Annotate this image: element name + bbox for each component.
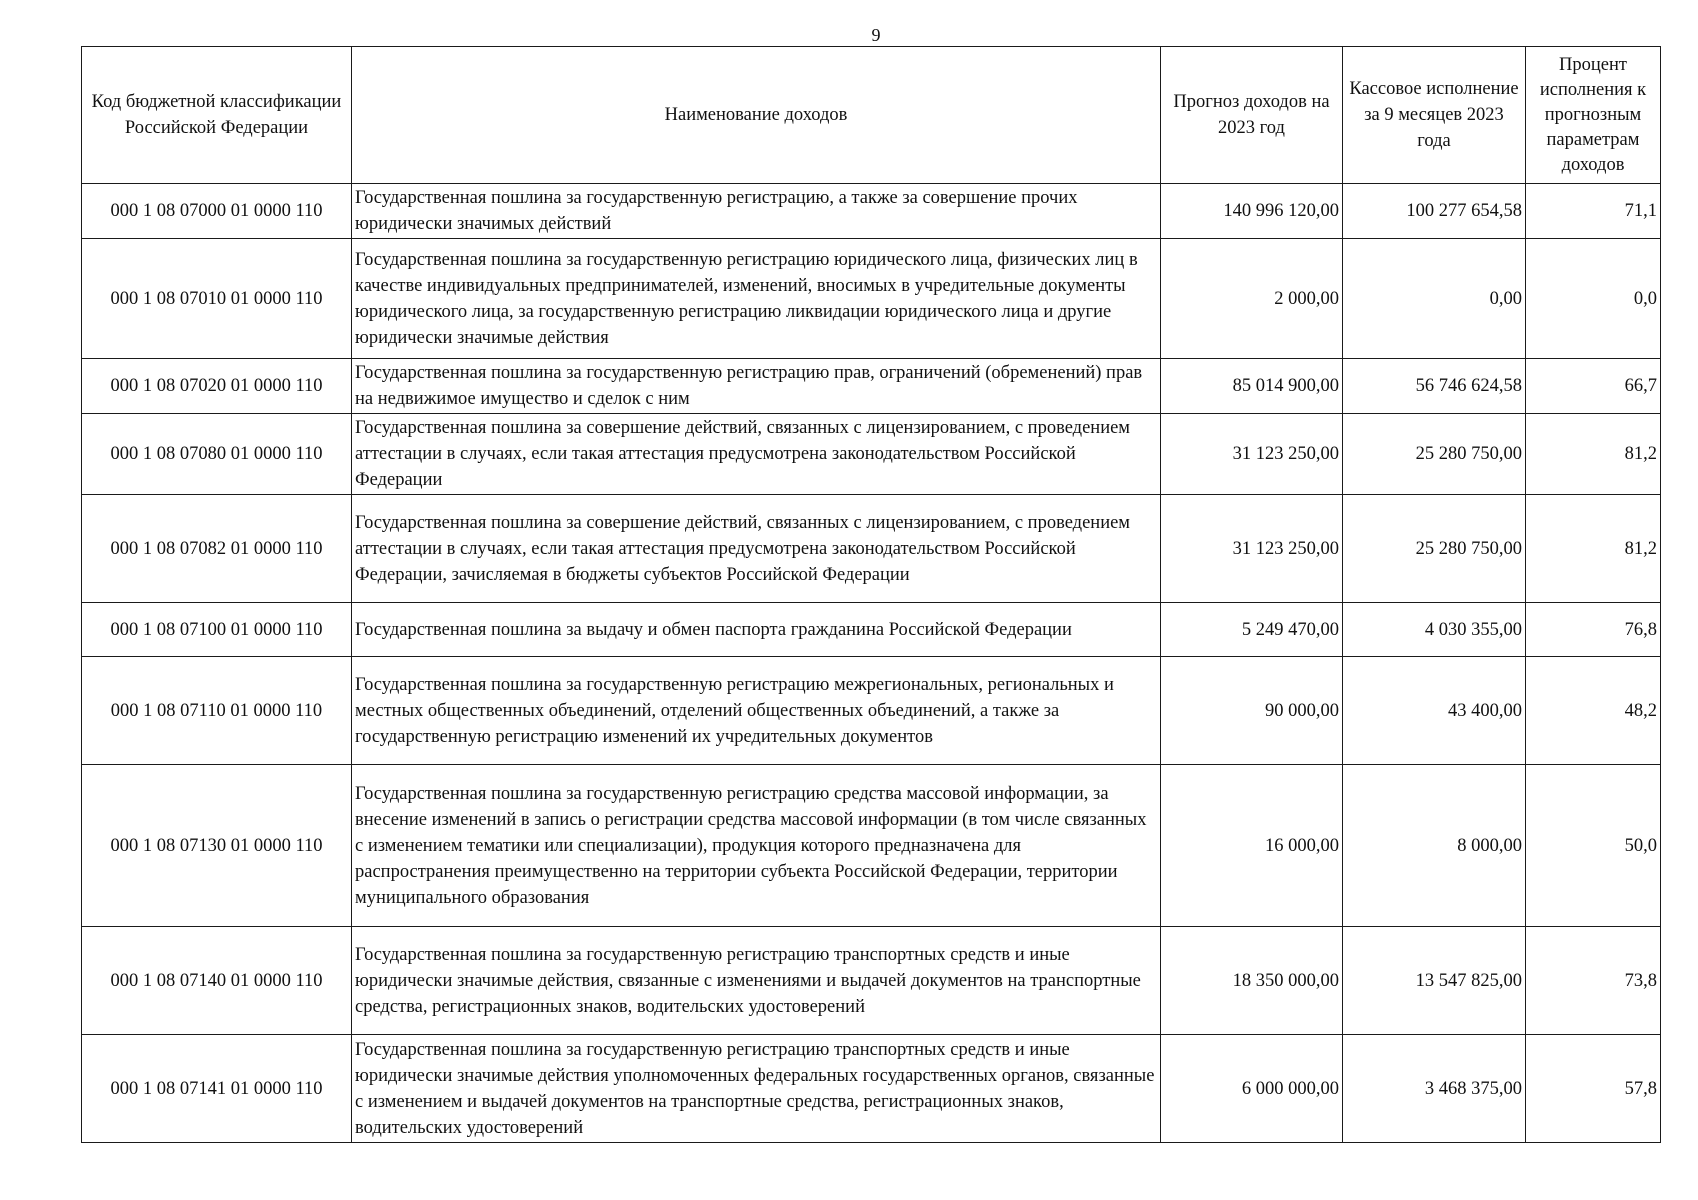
- cell-forecast: 2 000,00: [1161, 239, 1343, 359]
- cell-code: 000 1 08 07000 01 0000 110: [82, 184, 352, 239]
- cell-percent: 76,8: [1526, 603, 1661, 657]
- header-cash: Кассовое исполнение за 9 месяцев 2023 года: [1343, 47, 1526, 184]
- cell-cash: 8 000,00: [1343, 765, 1526, 927]
- cell-forecast: 85 014 900,00: [1161, 359, 1343, 414]
- cell-name: Государственная пошлина за государственную регистрацию, а также за совершение прочих юридически значимых действий: [352, 184, 1161, 239]
- cell-code: 000 1 08 07082 01 0000 110: [82, 495, 352, 603]
- cell-code: 000 1 08 07100 01 0000 110: [82, 603, 352, 657]
- cell-percent: 71,1: [1526, 184, 1661, 239]
- table-row: [82, 495, 1661, 603]
- cell-percent: 48,2: [1526, 657, 1661, 765]
- table-row: [82, 657, 1661, 765]
- header-name: Наименование доходов: [352, 47, 1161, 184]
- cell-code: 000 1 08 07130 01 0000 110: [82, 765, 352, 927]
- cell-cash: 100 277 654,58: [1343, 184, 1526, 239]
- cell-forecast: 5 249 470,00: [1161, 603, 1343, 657]
- table-row: [82, 603, 1661, 657]
- cell-name: Государственная пошлина за государственную регистрацию средства массовой информации, за внесение изменений в запись о регистрации средства массовой информации (в том числе связанных с изменением тематики или специализации), продукция которого предназначена для распространения преимущественно на территории субъекта Российской Федерации, территории муниципального образования: [352, 765, 1161, 927]
- cell-code: 000 1 08 07110 01 0000 110: [82, 657, 352, 765]
- cell-cash: 3 468 375,00: [1343, 1035, 1526, 1143]
- page-number: 9: [871, 25, 881, 45]
- cell-cash: 56 746 624,58: [1343, 359, 1526, 414]
- cell-percent: 66,7: [1526, 359, 1661, 414]
- cell-code: 000 1 08 07020 01 0000 110: [82, 359, 352, 414]
- cell-forecast: 6 000 000,00: [1161, 1035, 1343, 1143]
- cell-percent: 57,8: [1526, 1035, 1661, 1143]
- cell-name: Государственная пошлина за государственную регистрацию транспортных средств и иные юридически значимые действия, связанные с изменениями и выдачей документов на транспортные средства, регистрационных знаков, водительских удостоверений: [352, 927, 1161, 1035]
- cell-forecast: 31 123 250,00: [1161, 495, 1343, 603]
- cell-code: 000 1 08 07141 01 0000 110: [82, 1035, 352, 1143]
- table-row: [82, 239, 1661, 359]
- table-row: [82, 1035, 1661, 1143]
- cell-percent: 81,2: [1526, 495, 1661, 603]
- table-row: [82, 414, 1661, 495]
- header-code: Код бюджетной классификации Российской Федерации: [82, 47, 352, 184]
- cell-cash: 4 030 355,00: [1343, 603, 1526, 657]
- cell-name: Государственная пошлина за выдачу и обмен паспорта гражданина Российской Федерации: [352, 603, 1161, 657]
- cell-percent: 81,2: [1526, 414, 1661, 495]
- table-row: [82, 359, 1661, 414]
- table-header: [82, 47, 1661, 184]
- income-table: [81, 46, 1661, 1143]
- header-percent: Процент исполнения к прогнозным параметрам доходов: [1526, 47, 1661, 184]
- cell-code: 000 1 08 07140 01 0000 110: [82, 927, 352, 1035]
- header-forecast: Прогноз доходов на 2023 год: [1161, 47, 1343, 184]
- cell-percent: 73,8: [1526, 927, 1661, 1035]
- cell-cash: 13 547 825,00: [1343, 927, 1526, 1035]
- cell-name: Государственная пошлина за государственную регистрацию прав, ограничений (обременений) прав на недвижимое имущество и сделок с ним: [352, 359, 1161, 414]
- cell-name: Государственная пошлина за совершение действий, связанных с лицензированием, с проведением аттестации в случаях, если такая аттестация предусмотрена законодательством Российской Федерации, зачисляемая в бюджеты субъектов Российской Федерации: [352, 495, 1161, 603]
- table-row: [82, 184, 1661, 239]
- cell-forecast: 31 123 250,00: [1161, 414, 1343, 495]
- cell-name: Государственная пошлина за государственную регистрацию межрегиональных, региональных и местных общественных объединений, отделений общественных объединений, а также за государственную регистрацию изменений их учредительных документов: [352, 657, 1161, 765]
- cell-cash: 0,00: [1343, 239, 1526, 359]
- cell-cash: 25 280 750,00: [1343, 495, 1526, 603]
- cell-code: 000 1 08 07010 01 0000 110: [82, 239, 352, 359]
- cell-forecast: 90 000,00: [1161, 657, 1343, 765]
- cell-cash: 25 280 750,00: [1343, 414, 1526, 495]
- cell-name: Государственная пошлина за государственную регистрацию транспортных средств и иные юридически значимые действия уполномоченных федеральных государственных органов, связанные с изменением и выдачей документов на транспортные средства, регистрационных знаков, водительских удостоверений: [352, 1035, 1161, 1143]
- cell-percent: 0,0: [1526, 239, 1661, 359]
- cell-code: 000 1 08 07080 01 0000 110: [82, 414, 352, 495]
- cell-forecast: 18 350 000,00: [1161, 927, 1343, 1035]
- table-body: [82, 184, 1661, 1143]
- table-row: [82, 765, 1661, 927]
- cell-name: Государственная пошлина за совершение действий, связанных с лицензированием, с проведением аттестации в случаях, если такая аттестация предусмотрена законодательством Российской Федерации: [352, 414, 1161, 495]
- table-row: [82, 927, 1661, 1035]
- cell-forecast: 16 000,00: [1161, 765, 1343, 927]
- cell-forecast: 140 996 120,00: [1161, 184, 1343, 239]
- cell-cash: 43 400,00: [1343, 657, 1526, 765]
- header-row: [82, 47, 1661, 184]
- cell-percent: 50,0: [1526, 765, 1661, 927]
- cell-name: Государственная пошлина за государственную регистрацию юридического лица, физических лиц в качестве индивидуальных предпринимателей, изменений, вносимых в учредительные документы юридического лица, за государственную регистрацию ликвидации юридического лица и другие юридически значимые действия: [352, 239, 1161, 359]
